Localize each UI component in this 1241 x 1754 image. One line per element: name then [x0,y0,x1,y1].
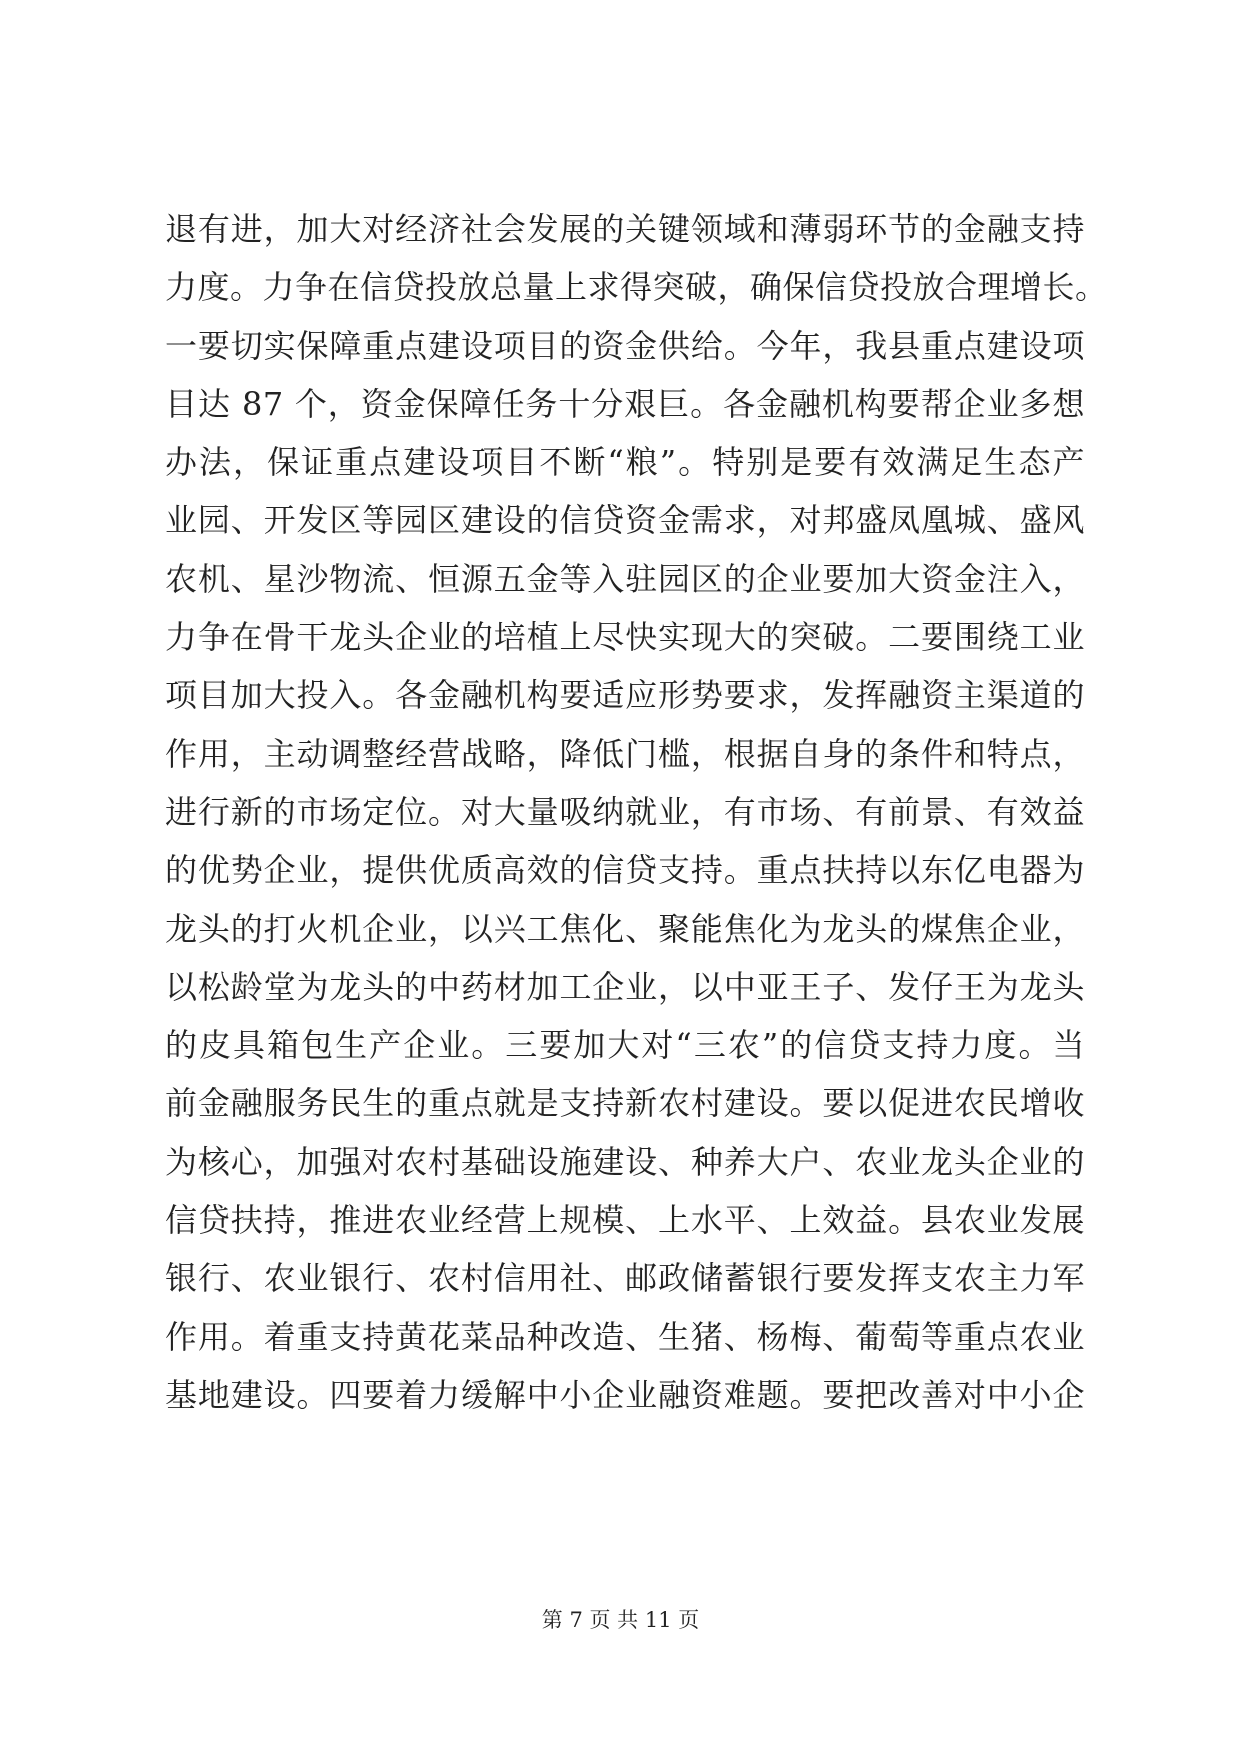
text-line: 基地建设。四要着力缓解中小企业融资难题。要把改善对中小企 [165,1375,1085,1414]
text-line: 一要切实保障重点建设项目的资金供给。今年，我县重点建设项 [165,326,1085,365]
text-line: 的优势企业，提供优质高效的信贷支持。重点扶持以东亿电器为 [165,851,1085,890]
text-line: 目达 87 个，资金保障任务十分艰巨。各金融机构要帮企业多想 [165,384,1085,423]
text-line: 前金融服务民生的重点就是支持新农村建设。要以促进农民增收 [165,1084,1085,1123]
page-number-footer: 第 7 页 共 11 页 [541,1608,700,1632]
text-line: 农机、星沙物流、恒源五金等入驻园区的企业要加大资金注入， [165,559,1085,598]
text-line: 力度。力争在信贷投放总量上求得突破，确保信贷投放合理增长。 [165,268,1108,307]
text-line: 进行新的市场定位。对大量吸纳就业，有市场、有前景、有效益 [165,792,1085,831]
text-line: 办法，保证重点建设项目不断“粮”。特别是要有效满足生态产 [165,443,1085,482]
text-line: 龙头的打火机企业，以兴工焦化、聚能焦化为龙头的煤焦企业， [165,909,1085,948]
body-text [165,200,1108,1424]
text-line: 作用，主动调整经营战略，降低门槛，根据自身的条件和特点， [165,734,1085,773]
text-line: 信贷扶持，推进农业经营上规模、上水平、上效益。县农业发展 [165,1201,1085,1240]
text-line: 退有进，加大对经济社会发展的关键领域和薄弱环节的金融支持 [165,210,1085,248]
text-line: 以松龄堂为龙头的中药材加工企业，以中亚王子、发仔王为龙头 [165,967,1085,1006]
text-line: 力争在骨干龙头企业的培植上尽快实现大的突破。二要围绕工业 [165,618,1085,657]
text-line: 的皮具箱包生产企业。三要加大对“三农”的信贷支持力度。当 [165,1026,1085,1065]
text-line: 银行、农业银行、农村信用社、邮政储蓄银行要发挥支农主力军 [165,1259,1085,1298]
text-line: 为核心，加强对农村基础设施建设、种养大户、农业龙头企业的 [165,1142,1085,1181]
text-line: 业园、开发区等园区建设的信贷资金需求，对邦盛凤凰城、盛风 [165,501,1085,540]
text-line: 作用。着重支持黄花菜品种改造、生猪、杨梅、葡萄等重点农业 [165,1317,1085,1356]
text-line: 项目加大投入。各金融机构要适应形势要求，发挥融资主渠道的 [165,676,1085,715]
